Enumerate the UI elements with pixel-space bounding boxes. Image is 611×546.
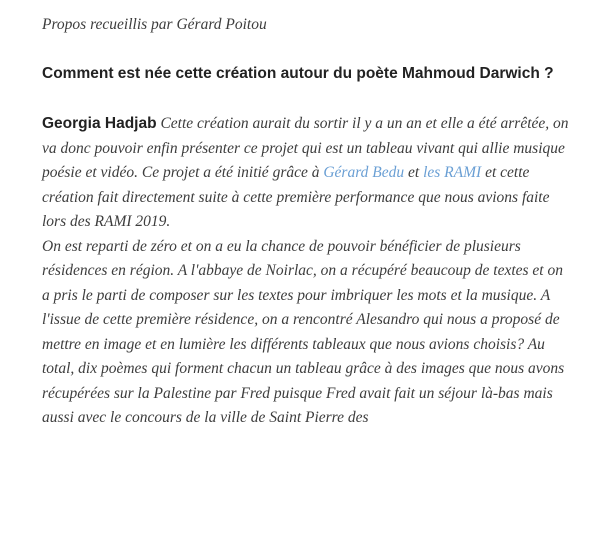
article-paragraph-2: On est reparti de zéro et on a eu la chance de pouvoir bénéficier de plusieurs résidences en région. A l'abbaye de Noirlac, on a récupéré beaucoup de textes et on a pris le parti de composer sur les textes pour imbriquer les mots et la musique. A l'issue de cette première résidence, on a rencontré Alesandro qui nous a proposé de mettre en image et en lumière les différents tableaux que nous avions choisis? Au total, dix poèmes qui forment chacun un tableau grâce à des images que nous avons récupérées sur la Palestine par Fred puisque Fred avait fait un séjour là-bas mais aussi avec le concours de la ville de Saint Pierre des bbox=[42, 237, 565, 427]
link-les-rami[interactable]: les RAMI bbox=[423, 164, 482, 182]
answer-text-part-1: Cette création aurait du sortir il y a un an et elle a été arrêtée, on va donc pouvoir enfin présenter ce projet qui est un tableau vivant qui allie musique poésie et vidéo. Ce projet a été initié grâce à bbox=[42, 115, 569, 182]
interview-question: Comment est née cette création autour du poète Mahmoud Darwich ? bbox=[42, 65, 554, 83]
answer-speaker-name: Georgia Hadjab bbox=[42, 115, 157, 133]
interview-answer bbox=[42, 112, 569, 234]
answer-text-part-2: et bbox=[404, 164, 424, 182]
answer-text-part-3: et cette création fait directement suite à cette première performance que nous avions faite lors des RAMI 2019. bbox=[42, 164, 550, 231]
article-byline: Propos recueillis par Gérard Poitou bbox=[42, 16, 267, 33]
link-gerard-bedu[interactable]: Gérard Bedu bbox=[323, 164, 405, 182]
